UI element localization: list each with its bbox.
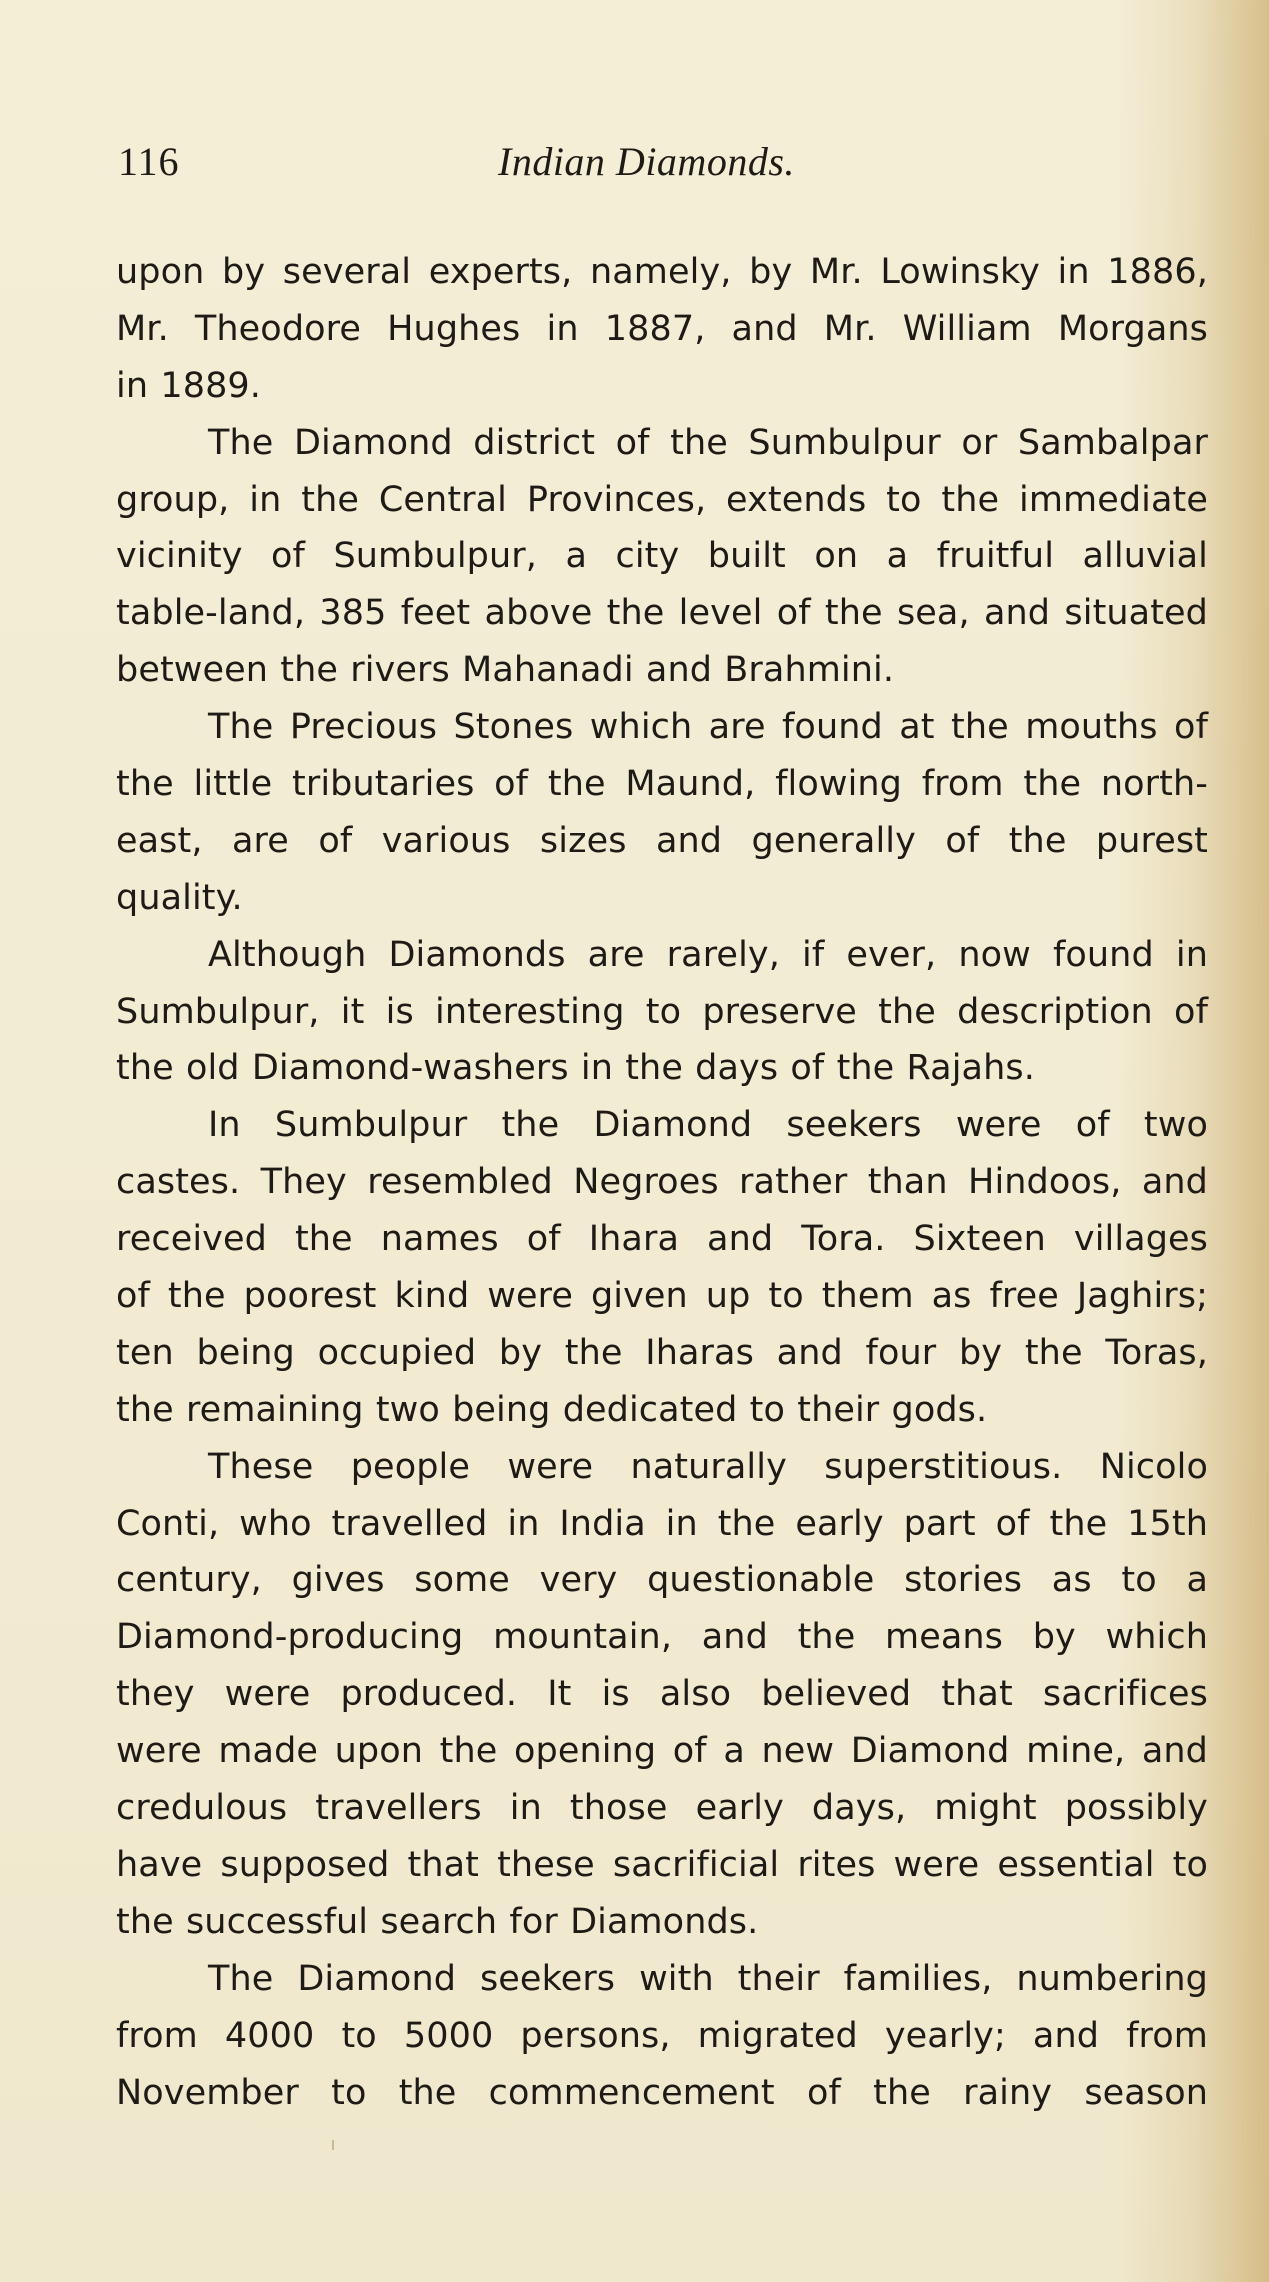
page-number: 116 xyxy=(118,139,180,184)
text-line: were made upon the opening of a new Diamond mine, and xyxy=(116,1731,1208,1772)
text-line: credulous travellers in those early days, might possibly xyxy=(116,1788,1208,1829)
text-line: in 1889. xyxy=(116,365,262,406)
text-line: the old Diamond-washers in the days of the Rajahs. xyxy=(116,1048,1035,1089)
text-line: group, in the Central Provinces, extends to the immediate xyxy=(116,479,1208,520)
text-line: table-land, 385 feet above the level of the sea, and situated xyxy=(116,593,1208,634)
text-line: upon by several experts, namely, by Mr. Lowinsky in 1886, xyxy=(116,252,1208,292)
text-line: ten being occupied by the Iharas and four by the Toras, xyxy=(116,1332,1208,1373)
text-line: east, are of various sizes and generally of the purest xyxy=(116,820,1208,861)
text-line: castes. They resembled Negroes rather than Hindoos, and xyxy=(116,1162,1208,1203)
paragraph-first-line: In Sumbulpur the Diamond seekers were of two xyxy=(208,1105,1208,1146)
text-line: between the rivers Mahanadi and Brahmini. xyxy=(116,650,895,691)
paragraph-first-line: The Diamond district of the Sumbulpur or Sambalpar xyxy=(208,422,1208,463)
text-line: Conti, who travelled in India in the early part of the 15th xyxy=(116,1503,1208,1544)
running-title: Indian Diamonds. xyxy=(498,139,795,184)
text-line: Diamond-producing mountain, and the means by which xyxy=(116,1617,1208,1658)
text-line: received the names of Ihara and Tora. Sixteen villages xyxy=(116,1219,1208,1260)
paragraph-first-line: Although Diamonds are rarely, if ever, now found in xyxy=(208,934,1208,975)
text-line: vicinity of Sumbulpur, a city built on a fruitful alluvial xyxy=(116,536,1208,577)
text-line: the successful search for Diamonds. xyxy=(116,1901,759,1942)
text-line: from 4000 to 5000 persons, migrated yearly; and from xyxy=(116,2015,1208,2056)
text-line: quality. xyxy=(116,877,243,918)
text-line: Sumbulpur, it is interesting to preserve the description of xyxy=(116,991,1208,1032)
text-line: Mr. Theodore Hughes in 1887, and Mr. William Morgans xyxy=(116,308,1208,349)
page-header xyxy=(118,138,1218,198)
text-line: of the poorest kind were given up to them as free Jaghirs; xyxy=(116,1276,1208,1317)
text-line: the remaining two being dedicated to their gods. xyxy=(116,1389,988,1430)
paragraph-first-line: These people were naturally superstitious. Nicolo xyxy=(208,1446,1208,1487)
body-text xyxy=(116,244,1208,2121)
text-line: have supposed that these sacrificial rites were essential to xyxy=(116,1844,1208,1885)
text-line: century, gives some very questionable stories as to a xyxy=(116,1560,1208,1601)
paragraph-first-line: The Precious Stones which are found at the mouths of xyxy=(208,707,1208,748)
text-line: they were produced. It is also believed that sacrifices xyxy=(116,1674,1208,1715)
text-line: the little tributaries of the Maund, flowing from the north- xyxy=(116,764,1208,805)
paragraph-first-line: The Diamond seekers with their families, numbering xyxy=(208,1958,1208,1999)
text-line: November to the commencement of the rainy season xyxy=(116,2072,1208,2113)
paper-speck xyxy=(332,2140,334,2150)
